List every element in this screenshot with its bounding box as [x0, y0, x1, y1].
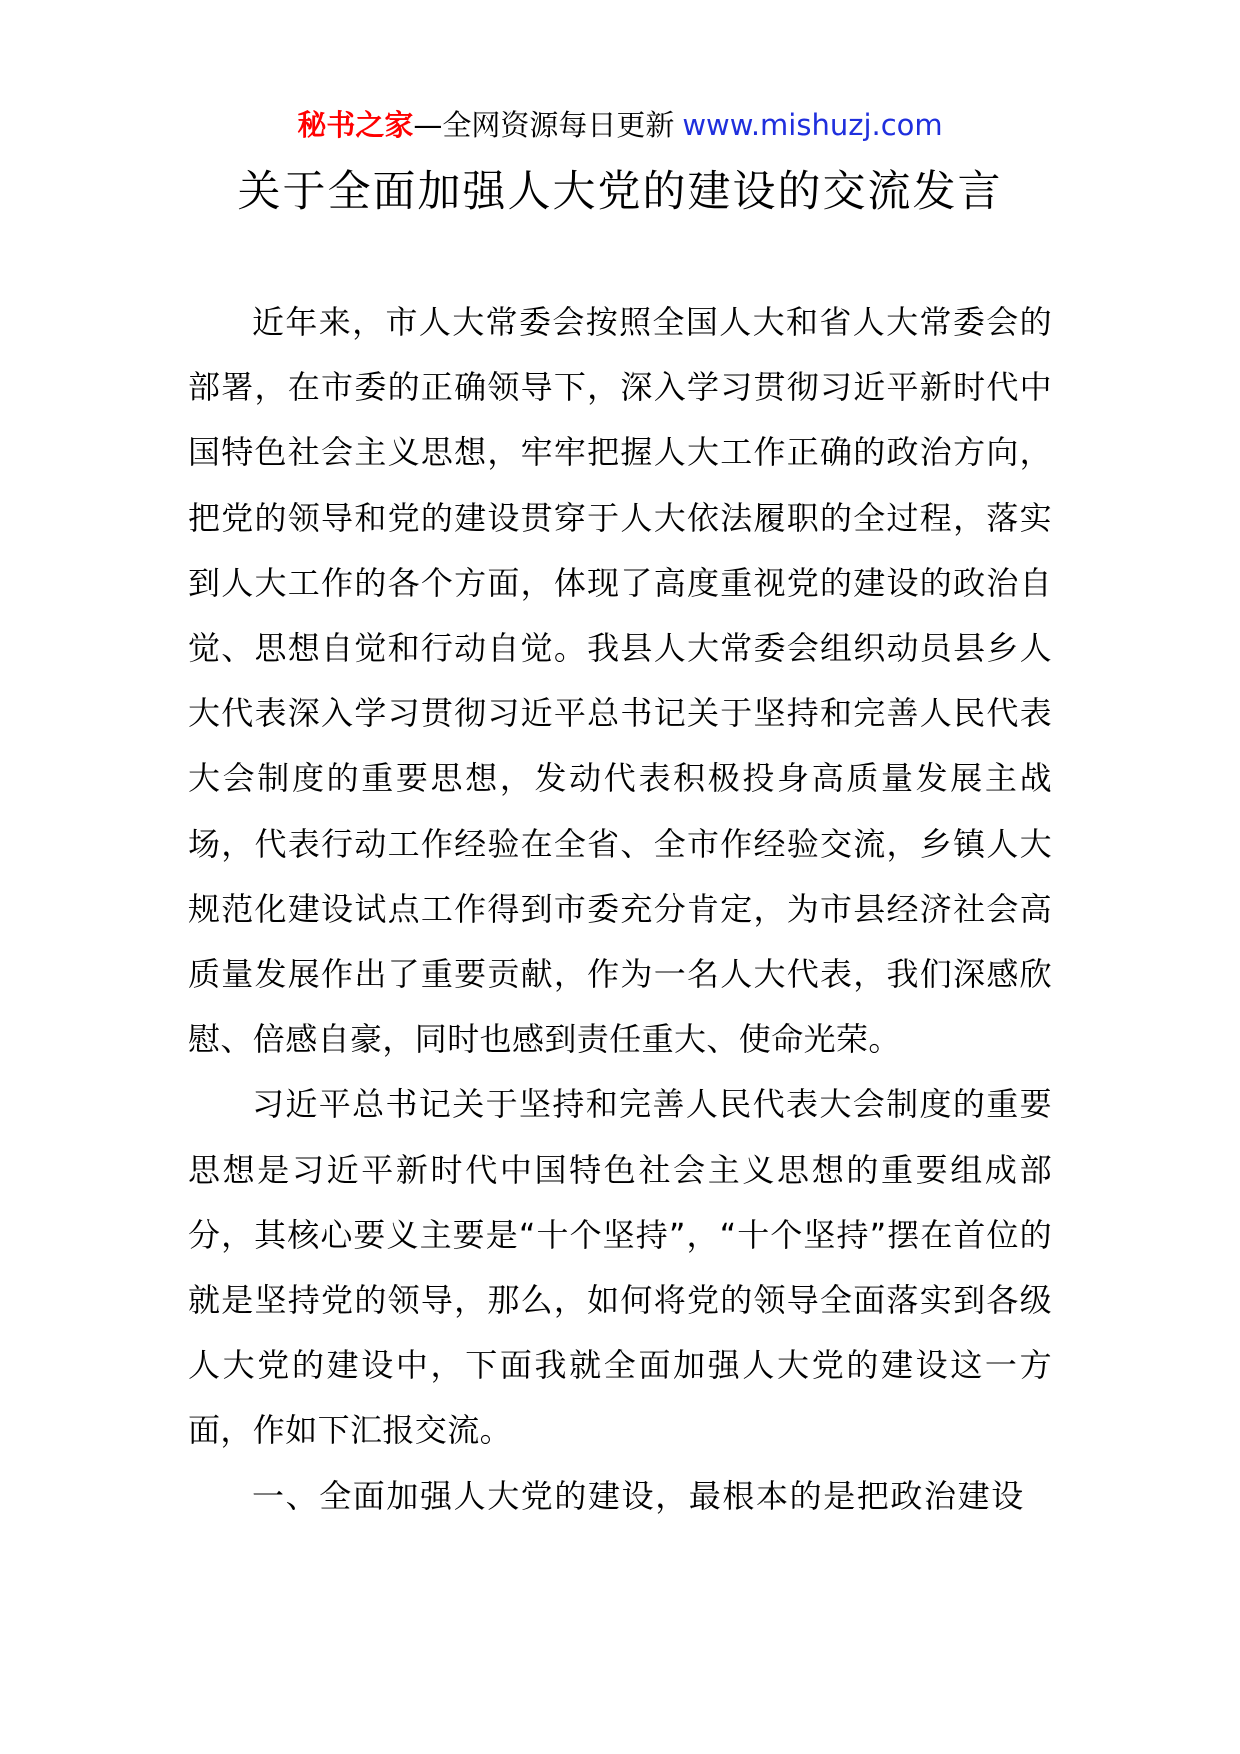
document-title: 关于全面加强人大党的建设的交流发言 — [237, 167, 1003, 217]
header-tagline: —全网资源每日更新 — [413, 108, 675, 142]
document-body — [188, 290, 1052, 1529]
section-heading: 一、全面加强人大党的建设，最根本的是把政治建设 — [252, 1476, 1025, 1515]
body-paragraph: 近年来，市人大常委会按照全国人大和省人大常委会的部署，在市委的正确领导下，深入学习贯彻习近平新时代中国特色社会主义思想，牢牢把握人大工作正确的政治方向，把党的领导和党的建设贯穿于人大依法履职的全过程，落实到人大工作的各个方面，体现了高度重视党的建设的政治自觉、思想自觉和行动自觉。我县人大常委会组织动员县乡人大代表深入学习贯彻习近平总书记关于坚持和完善人民代表大会制度的重要思想，发动代表积极投身高质量发展主战场，代表行动工作经验在全省、全市作经验交流，乡镇人大规范化建设试点工作得到市委充分肯定，为市县经济社会高质量发展作出了重要贡献，作为一名人大代表，我们深感欣慰、倍感自豪，同时也感到责任重大、使命光荣。 — [188, 303, 1052, 1059]
site-url-link[interactable]: www.mishuzj.com — [682, 108, 943, 142]
site-header — [0, 103, 1240, 147]
brand-name: 秘书之家 — [297, 108, 414, 142]
body-paragraph: 习近平总书记关于坚持和完善人民代表大会制度的重要思想是习近平新时代中国特色社会主义思想的重要组成部分，其核心要义主要是“十个坚持”，“十个坚持”摆在首位的就是坚持党的领导，那么，如何将党的领导全面落实到各级人大党的建设中，下面我就全面加强人大党的建设这一方面，作如下汇报交流。 — [188, 1085, 1052, 1450]
